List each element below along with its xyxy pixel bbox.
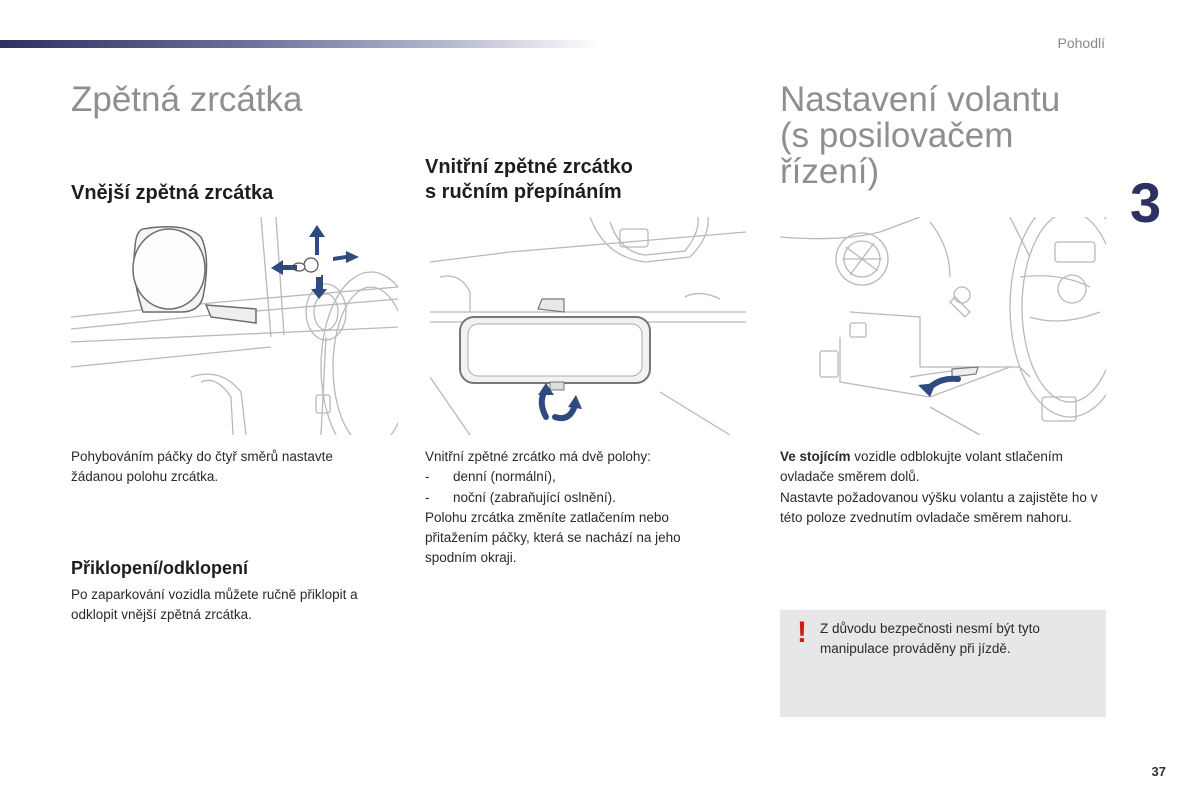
interior-mirror-heading-line1: Vnitřní zpětné zrcátko [425,156,633,178]
steering-title [780,82,1060,190]
warning-box [780,610,1106,717]
bullet-night: - noční (zabraňující oslnění). [425,489,616,505]
steering-adjust-text: Nastavte požadovanou výšku volantu a zajistěte ho v této poloze zvednutím ovladače směrem nahoru. [780,489,1098,525]
exterior-mirrors-text: Pohybováním páčky do čtyř směrů nastavte žádanou polohu zrcátka. [71,449,333,485]
bullet-day-text: denní (normální), [453,469,556,485]
header-gradient-bar [0,40,600,48]
folding-text: Po zaparkování vozidla můžete ručně přiklopit a odklopit vnější zpětná zrcátka. [71,587,358,623]
interior-mirror-heading-line2: s ručním přepínáním [425,181,622,203]
folding-heading: Přiklopení/odklopení [71,558,249,578]
bullet-night-text: noční (zabraňující oslnění). [453,489,616,505]
interior-mirror-illustration [430,217,746,435]
steering-title-line2: (s posilovačem [780,116,1014,155]
steering-text-rest: vozidle odblokujte volant stlačením ovladače směrem dolů. [780,449,1063,485]
section-label: Pohodlí [1057,35,1105,51]
warning-text: Z důvodu bezpečnosti nesmí být tyto manipulace prováděny při jízdě. [820,621,1040,657]
steering-unlock-text [780,447,1110,488]
interior-mirror-text [425,447,730,569]
exterior-mirrors-heading: Vnější zpětná zrcátka [71,182,274,204]
steering-text [780,447,1110,528]
interior-mirror-instructions: Polohu zrcátka změníte zatlačením nebo přitažením páčky, která se nachází na jeho spodním okraji. [425,509,681,566]
exterior-mirror-illustration [71,217,398,435]
page-title: Zpětná zrcátka [71,80,303,119]
interior-mirror-intro: Vnitřní zpětné zrcátko má dvě polohy: [425,449,651,464]
steering-text-bold: Ve stojícím [780,449,851,464]
chapter-number: 3 [1130,171,1162,234]
steering-title-line1: Nastavení volantu [780,80,1061,119]
steering-wheel-illustration [780,217,1106,435]
page-number: 37 [1151,764,1166,779]
warning-icon: ! [797,616,807,649]
interior-mirror-heading [425,155,633,205]
bullet-day: - denní (normální), [425,469,556,485]
steering-title-line3: řízení) [780,152,880,191]
